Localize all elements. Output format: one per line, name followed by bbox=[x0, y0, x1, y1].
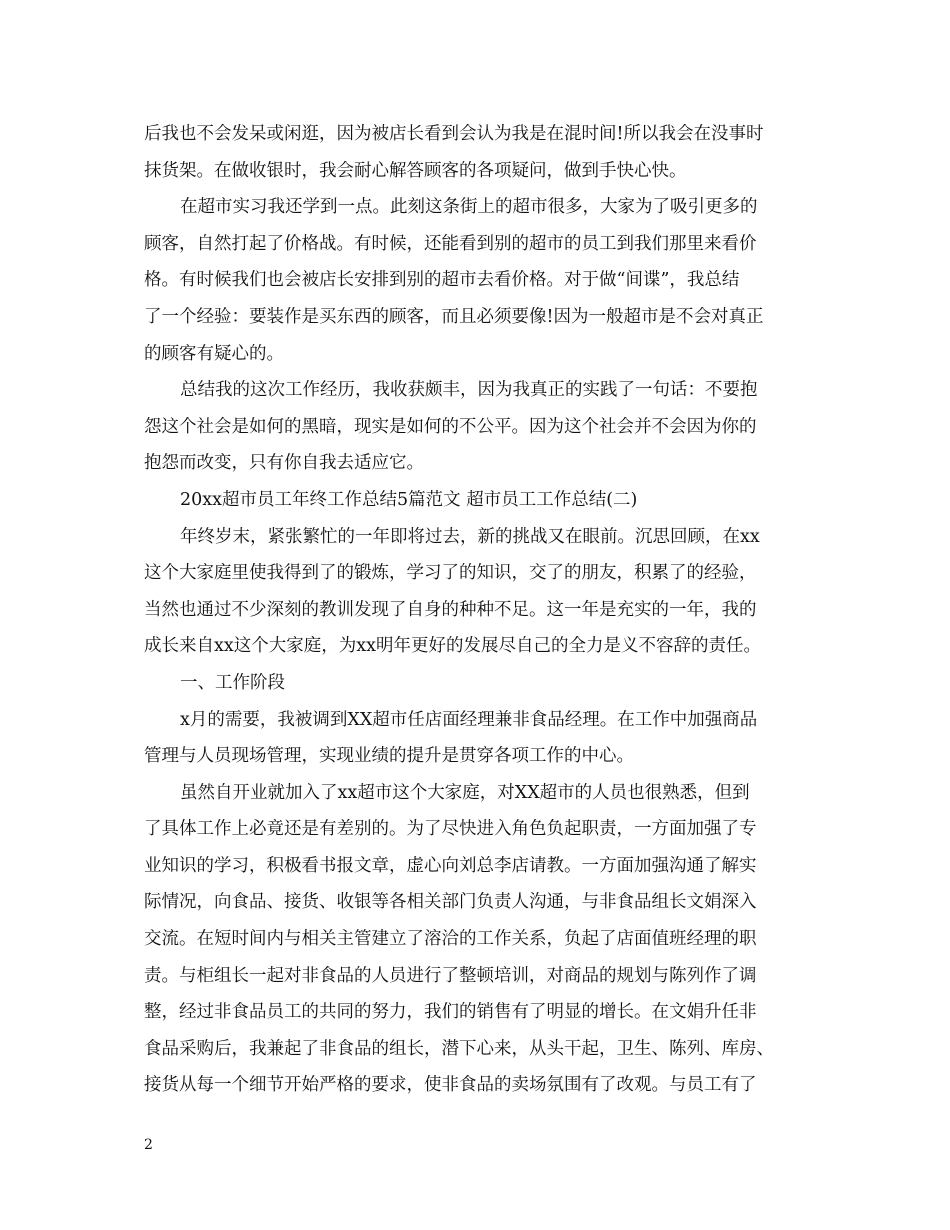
paragraph-start-line: 在超市实习我还学到一点。此刻这条街上的超市很多，大家为了吸引更多的 bbox=[180, 197, 758, 218]
text-line: 管理与人员现场管理，实现业绩的提升是贯穿各项工作的中心。 bbox=[144, 746, 634, 767]
paragraph-start-line: 年终岁末，紧张繁忙的一年即将过去，新的挑战又在眼前。沉思回顾，在xx bbox=[180, 526, 760, 547]
document-body bbox=[144, 116, 812, 1104]
text-line: 食品采购后，我兼起了非食品的组长，潜下心来，从头干起，卫生、陈列、库房、 bbox=[144, 1038, 774, 1059]
text-line: 这个大家庭里使我得到了的锻炼，学习了的知识，交了的朋友，积累了的经验， bbox=[144, 563, 757, 584]
text-line: 当然也通过不少深刻的教训发现了自身的种种不足。这一年是充实的一年，我的 bbox=[144, 599, 757, 620]
text-line: 抹货架。在做收银时，我会耐心解答顾客的各项疑问，做到手快心快。 bbox=[144, 160, 687, 181]
section-heading: 一、工作阶段 bbox=[180, 672, 285, 693]
text-line: 成长来自xx这个大家庭，为xx明年更好的发展尽自己的全力是义不容辞的责任。 bbox=[144, 636, 761, 657]
paragraph-start-line: 总结我的这次工作经历，我收获颇丰，因为我真正的实践了一句话：不要抱 bbox=[180, 380, 758, 401]
text-line: 后我也不会发呆或闲逛，因为被店长看到会认为我是在混时间!所以我会在没事时 bbox=[144, 124, 764, 144]
text-line: 业知识的学习，积极看书报文章，虚心向刘总李店请教。一方面加强沟通了解实 bbox=[144, 855, 757, 876]
text-line: 的顾客有疑心的。 bbox=[144, 343, 284, 364]
text-line: 抱怨而改变，只有你自我去适应它。 bbox=[144, 453, 424, 474]
text-line: 顾客，自然打起了价格战。有时候，还能看到别的超市的员工到我们那里来看价 bbox=[144, 233, 757, 254]
text-line: 整，经过非食品员工的共同的努力，我们的销售有了明显的增长。在文娟升任非 bbox=[144, 1002, 757, 1023]
text-line: 怨这个社会是如何的黑暗，现实是如何的不公平。因为这个社会并不会因为你的 bbox=[144, 416, 757, 437]
text-line: 交流。在短时间内与相关主管建立了溶洽的工作关系，负起了店面值班经理的职 bbox=[144, 929, 757, 950]
text-line: 了具体工作上必竟还是有差别的。为了尽快进入角色负起职责，一方面加强了专 bbox=[144, 819, 757, 840]
text-line: 责。与柜组长一起对非食品的人员进行了整顿培训，对商品的规划与陈列作了调 bbox=[144, 965, 757, 986]
text-line: 格。有时候我们也会被店长安排到别的超市去看价格。对于做“间谍”，我总结 bbox=[144, 270, 740, 291]
page-number: 2 bbox=[144, 1137, 153, 1153]
text-line: 接货从每一个细节开始严格的要求，使非食品的卖场氛围有了改观。与员工有了 bbox=[144, 1075, 757, 1096]
section-title: 20xx超市员工年终工作总结5篇范文 超市员工工作总结(二) bbox=[180, 489, 638, 510]
text-line: 际情况，向食品、接货、收银等各相关部门负责人沟通，与非食品组长文娟深入 bbox=[144, 892, 757, 913]
paragraph-start-line: 虽然自开业就加入了xx超市这个大家庭，对XX超市的人员也很熟悉，但到 bbox=[180, 782, 750, 803]
paragraph-start-line: x月的需要，我被调到XX超市任店面经理兼非食品经理。在工作中加强商品 bbox=[180, 709, 758, 730]
text-line: 了一个经验：要装作是买东西的顾客，而且必须要像!因为一般超市是不会对真正 bbox=[144, 306, 764, 327]
